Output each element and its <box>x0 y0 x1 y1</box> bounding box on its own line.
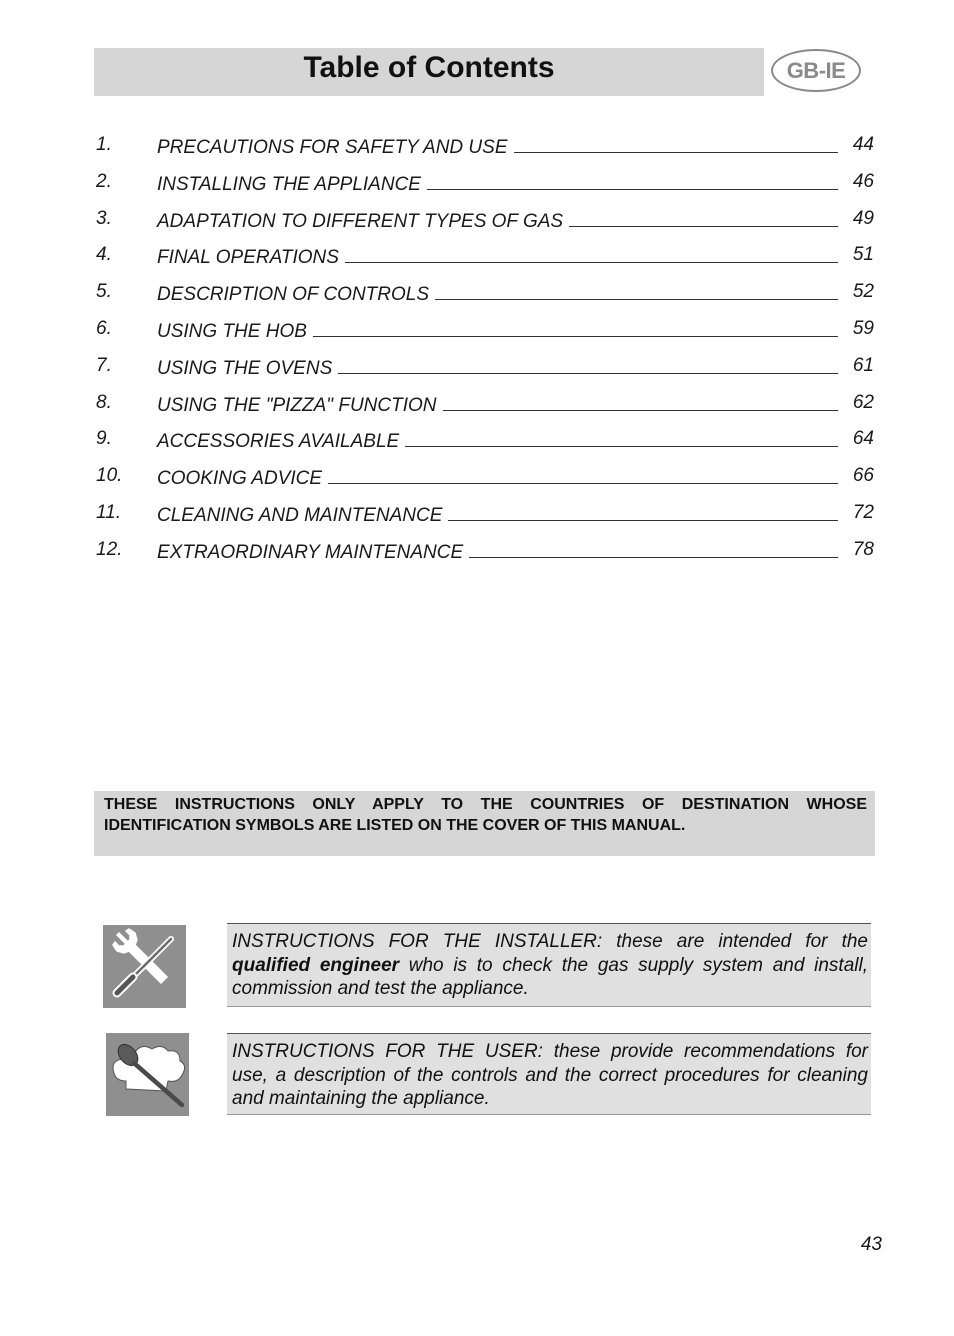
toc-entry <box>157 465 838 490</box>
toc-number: 3. <box>96 207 112 229</box>
toc-number: 5. <box>96 281 112 303</box>
toc-row[interactable] <box>96 130 874 167</box>
installer-instructions <box>227 923 871 1007</box>
toc-row[interactable] <box>96 424 874 461</box>
toc-leader <box>443 392 839 411</box>
toc-row[interactable] <box>96 461 874 498</box>
toc-row[interactable] <box>96 314 874 351</box>
toc-label: ACCESSORIES AVAILABLE <box>157 431 400 453</box>
toc-number: 6. <box>96 317 112 339</box>
toc-row[interactable] <box>96 277 874 314</box>
toc-label: USING THE "PIZZA" FUNCTION <box>157 394 437 416</box>
toc-row[interactable] <box>96 167 874 204</box>
toc-page: 72 <box>852 501 874 523</box>
toc-label: CLEANING AND MAINTENANCE <box>157 504 443 526</box>
toc-entry <box>157 502 838 527</box>
toc-leader <box>405 428 838 447</box>
page-title: Table of Contents <box>303 51 555 84</box>
toc-row[interactable] <box>96 535 874 572</box>
toc-entry <box>157 392 838 417</box>
notice-line-1: THESE INSTRUCTIONS ONLY APPLY TO THE COUNTRIES OF DESTINATION WHOSE <box>104 796 867 813</box>
toc-number: 1. <box>96 134 112 155</box>
toc-number: 7. <box>96 354 112 376</box>
toc-entry <box>157 244 838 269</box>
toc-label: COOKING ADVICE <box>157 468 323 490</box>
toc-leader <box>328 465 838 484</box>
toc-leader <box>569 208 838 227</box>
toc-leader <box>514 134 839 153</box>
toc-page: 51 <box>852 244 874 266</box>
toc-entry <box>157 539 838 564</box>
toc-row[interactable] <box>96 351 874 388</box>
toc-leader <box>313 318 838 337</box>
toc-page: 44 <box>852 134 874 155</box>
destination-notice <box>94 791 875 856</box>
installer-text-bold: qualified engineer <box>232 954 400 976</box>
toc-leader <box>345 244 838 263</box>
toc-leader <box>427 171 838 190</box>
page-number: 43 <box>860 1234 882 1255</box>
toc-entry <box>157 281 838 306</box>
toc-leader <box>338 355 838 374</box>
toc-leader <box>435 281 838 300</box>
toc-label: PRECAUTIONS FOR SAFETY AND USE <box>157 137 508 158</box>
toc-row[interactable] <box>96 498 874 535</box>
toc-label: INSTALLING THE APPLIANCE <box>157 173 421 195</box>
chef-spoon-icon <box>106 1033 189 1116</box>
toc-page: 78 <box>852 538 874 560</box>
toc-page: 66 <box>852 465 874 487</box>
toc-entry <box>157 355 838 380</box>
toc-page: 49 <box>852 207 874 229</box>
toc-number: 2. <box>96 170 112 192</box>
toc-label: EXTRAORDINARY MAINTENANCE <box>157 541 464 563</box>
toc-number: 8. <box>96 391 112 413</box>
table-of-contents <box>96 130 874 572</box>
installer-text-start: INSTRUCTIONS FOR THE INSTALLER: these are intended for the <box>232 931 868 952</box>
toc-page: 59 <box>852 317 874 339</box>
toc-leader <box>469 539 838 558</box>
toc-page: 64 <box>852 428 874 450</box>
toc-entry <box>157 208 838 233</box>
toc-page: 52 <box>852 281 874 303</box>
toc-label: USING THE OVENS <box>157 357 333 379</box>
toc-label: USING THE HOB <box>157 320 307 342</box>
tools-icon <box>103 925 186 1008</box>
toc-row[interactable] <box>96 240 874 277</box>
toc-entry <box>157 318 838 343</box>
toc-number: 9. <box>96 428 112 450</box>
toc-number: 12. <box>96 538 123 560</box>
toc-label: ADAPTATION TO DIFFERENT TYPES OF GAS <box>157 210 564 232</box>
toc-leader <box>448 502 838 521</box>
toc-number: 11. <box>96 501 122 523</box>
toc-row[interactable] <box>96 388 874 425</box>
toc-entry <box>157 428 838 453</box>
toc-label: DESCRIPTION OF CONTROLS <box>157 284 430 306</box>
language-badge: GB-IE <box>771 49 861 92</box>
toc-number: 10. <box>96 465 123 487</box>
toc-number: 4. <box>96 244 112 266</box>
toc-row[interactable] <box>96 204 874 241</box>
toc-entry <box>157 171 838 196</box>
toc-page: 61 <box>852 354 874 376</box>
toc-page: 46 <box>852 170 874 192</box>
notice-line-2: IDENTIFICATION SYMBOLS ARE LISTED ON THE COVER OF THIS MANUAL. <box>104 817 686 834</box>
installer-text-end: who is to check the gas supply system and install, commission and test the appliance. <box>232 954 868 999</box>
toc-page: 62 <box>852 391 874 413</box>
toc-entry <box>157 134 838 159</box>
toc-label: FINAL OPERATIONS <box>157 247 339 269</box>
title-bar <box>94 48 764 96</box>
user-instructions: INSTRUCTIONS FOR THE USER: these provide recommendations for use, a description of the controls and the correct procedures for cleaning and maintaining the appliance. <box>227 1033 871 1115</box>
